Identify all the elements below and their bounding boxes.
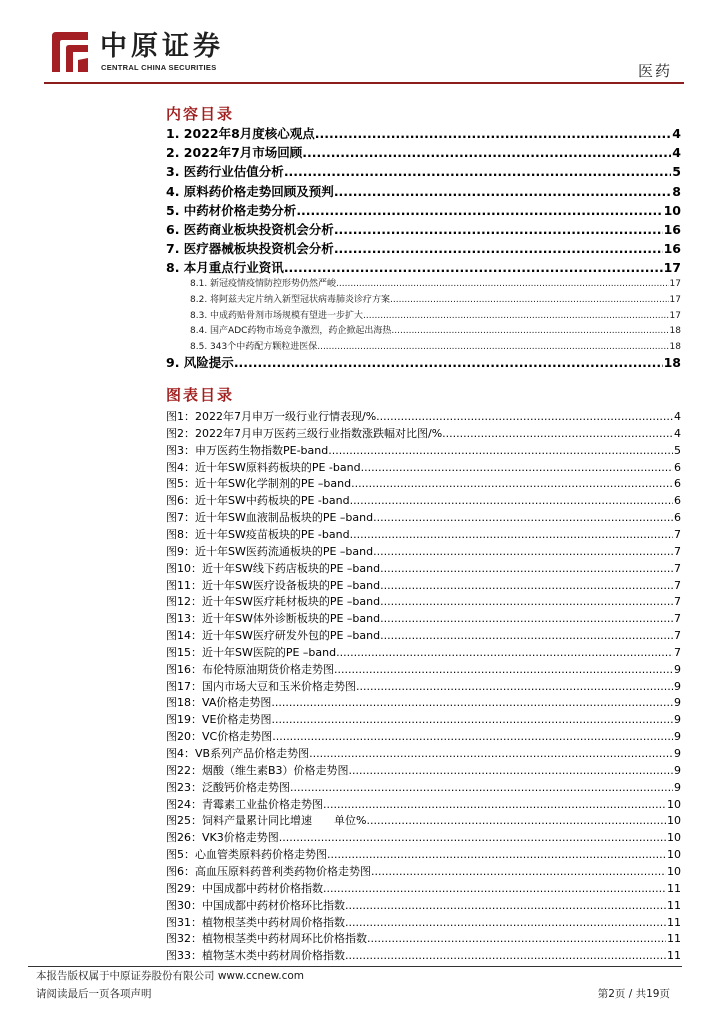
- toc-entry-page: 9: [674, 747, 681, 760]
- toc-leader-dots: [272, 730, 673, 743]
- toc-entry-label: 图3：申万医药生物指数PE-band: [166, 443, 329, 457]
- toc-leader-dots: [366, 814, 666, 827]
- toc-entry-label: 8.3. 中成药贴骨剂市场规模有望进一步扩大: [190, 310, 364, 321]
- toc-entry-label: 图23：泛酸钙价格走势图: [166, 780, 290, 794]
- figures-title: 图表目录: [166, 386, 235, 404]
- toc-leader-dots: [442, 427, 673, 440]
- toc-entry-page: 6: [674, 511, 681, 525]
- toc-entry-label: 图7：近十年SW血液制品板块的PE –band: [166, 511, 374, 525]
- toc-leader-dots: [327, 848, 666, 861]
- toc-entry-label: 图26：VK3价格走势图: [166, 831, 279, 845]
- toc-entry-link[interactable]: [166, 459, 681, 476]
- toc-leader-dots: [284, 260, 663, 275]
- toc-entry-label: 图16：布伦特原油期货价格走势图: [166, 662, 334, 676]
- toc-leader-dots: [356, 680, 673, 693]
- toc-entry-page: 17: [663, 260, 681, 276]
- toc-entry-link[interactable]: [166, 492, 681, 509]
- toc-entry-label: 8.2. 将阿兹夫定片纳入新型冠状病毒肺炎诊疗方案: [190, 294, 391, 305]
- toc-entry-link[interactable]: [166, 711, 681, 728]
- toc-entry-label: 图5：心血管类原料药价格走势图: [166, 848, 327, 862]
- toc-entry-label: 8.5. 343个中药配方颗粒进医保: [190, 342, 318, 353]
- toc-entry-link[interactable]: [166, 560, 681, 577]
- toc-leader-dots: [334, 663, 673, 676]
- toc-leader-dots: [315, 126, 672, 141]
- toc-entry-page: 6: [674, 460, 681, 474]
- toc-leader-dots: [345, 949, 666, 962]
- toc-entry-label: 图17：国内市场大豆和玉米价格走势图: [166, 679, 356, 693]
- toc-entry-label: 图18：VA价格走势图: [166, 696, 272, 710]
- toc-title: 内容目录: [166, 105, 235, 123]
- toc-entry-label: 图30：中国成都中药材价格环比指数: [166, 898, 345, 912]
- toc-entry-link[interactable]: [166, 509, 681, 526]
- logo-mark-icon: [48, 30, 94, 74]
- toc-entry-label: 图22：烟酸（维生素B3）价格走势图: [166, 763, 349, 777]
- toc-entry-label: 图12：近十年SW医疗耗材板块的PE –band: [166, 595, 381, 609]
- footer-disclaimer: 请阅读最后一页各项声明: [36, 988, 152, 1000]
- toc-entry-page: 17: [669, 310, 681, 321]
- toc-leader-dots: [391, 326, 668, 336]
- toc-leader-dots: [317, 342, 668, 352]
- toc-entry-label: 图13：近十年SW体外诊断板块的PE –band: [166, 612, 381, 626]
- footer-divider: [28, 966, 682, 967]
- toc-leader-dots: [350, 528, 673, 541]
- toc-entry-label: 图4：近十年SW原料药板块的PE -band: [166, 460, 361, 474]
- toc-entry-page: 17: [669, 294, 681, 305]
- toc-entry-link[interactable]: [166, 220, 681, 239]
- toc-entry-page: 16: [663, 222, 681, 237]
- toc-entry-link[interactable]: [166, 124, 681, 143]
- toc-leader-dots: [271, 713, 673, 726]
- toc-entry-link[interactable]: [166, 627, 681, 644]
- toc-entry-page: 11: [667, 881, 681, 895]
- toc-leader-dots: [380, 562, 673, 575]
- toc-entry-link[interactable]: [166, 678, 681, 695]
- toc-entry-label: 4. 原料药价格走势回顾及预判: [166, 183, 334, 199]
- toc-entry-page: 6: [674, 477, 681, 491]
- toc-entry-page: 7: [674, 595, 681, 609]
- toc-entry-page: 5: [672, 164, 681, 180]
- toc-entry-link[interactable]: [190, 276, 681, 292]
- toc-leader-dots: [380, 595, 673, 608]
- toc-entry-page: 4: [672, 145, 681, 161]
- toc-leader-dots: [271, 696, 673, 709]
- header-divider: [44, 82, 684, 84]
- toc-leader-dots: [334, 184, 671, 199]
- toc-entry-page: 4: [674, 426, 681, 440]
- toc-leader-dots: [328, 444, 673, 457]
- toc-entry-page: 18: [669, 342, 681, 353]
- toc-entry-link[interactable]: [166, 577, 681, 594]
- toc-entry-link[interactable]: [166, 880, 681, 897]
- toc-entry-link[interactable]: [166, 593, 681, 610]
- toc-entry-label: 图33：植物茎木类中药材周价格指数: [166, 949, 345, 963]
- toc-entry-label: 图25：饲料产量累计同比增速 单位%: [166, 814, 367, 828]
- toc-entry-page: 9: [674, 679, 681, 693]
- logo-chinese-name: 中原证券: [100, 31, 224, 62]
- toc-entry-page: 18: [663, 355, 681, 370]
- toc-entry-link[interactable]: [166, 897, 681, 914]
- toc-entry-link[interactable]: [166, 863, 681, 880]
- toc-entry-link[interactable]: [166, 728, 681, 745]
- toc-leader-dots: [380, 612, 673, 625]
- toc-entry-link[interactable]: [166, 475, 681, 492]
- toc-entry-link[interactable]: [166, 644, 681, 661]
- toc-leader-dots: [323, 798, 666, 811]
- toc-entry-link[interactable]: [166, 694, 681, 711]
- toc-entry-page: 10: [667, 848, 681, 862]
- toc-entry-link[interactable]: [166, 425, 681, 442]
- toc-entry-page: 9: [674, 713, 681, 727]
- toc-entry-link[interactable]: [166, 201, 681, 220]
- toc-entry-page: 9: [674, 730, 681, 744]
- toc-entry-page: 16: [663, 241, 681, 257]
- toc-entry-link[interactable]: [166, 779, 681, 796]
- toc-entry-page: 10: [663, 202, 681, 218]
- toc-entry-link[interactable]: [166, 947, 681, 964]
- toc-leader-dots: [345, 916, 666, 929]
- toc-entry-label: 图9：近十年SW医药流通板块的PE –band: [166, 544, 374, 558]
- toc-leader-dots: [336, 279, 669, 289]
- toc-leader-dots: [380, 629, 673, 642]
- toc-entry-page: 10: [667, 814, 681, 828]
- toc-entry-link[interactable]: [166, 745, 681, 762]
- toc-entry-page: 4: [672, 126, 681, 141]
- toc-entry-label: 6. 医药商业板块投资机会分析: [166, 222, 334, 237]
- toc-entry-label: 图20：VC价格走势图: [166, 730, 273, 744]
- toc-entry-label: 8.1. 新冠疫情疫情防控形势仍然严峻: [190, 279, 337, 289]
- toc-entry-page: 7: [674, 544, 681, 558]
- toc-entry-page: 17: [669, 279, 681, 289]
- toc-entry-page: 7: [674, 561, 681, 575]
- toc-leader-dots: [334, 222, 663, 237]
- toc-entry-page: 4: [674, 410, 681, 423]
- toc-entry-label: 图6：近十年SW中药板块的PE -band: [166, 494, 350, 508]
- toc-entry-label: 图8：近十年SW疫苗板块的PE -band: [166, 527, 350, 541]
- toc-entry-label: 1. 2022年8月度核心观点: [166, 126, 315, 141]
- toc-leader-dots: [234, 355, 663, 370]
- toc-entry-page: 9: [674, 780, 681, 794]
- toc-entry-label: 图10：近十年SW线下药店板块的PE –band: [166, 561, 381, 575]
- toc-entry-label: 图14：近十年SW医疗研发外包的PE –band: [166, 629, 381, 643]
- toc-leader-dots: [373, 545, 673, 558]
- toc-entry-label: 图6：高血压原料药普利类药物价格走势图: [166, 864, 371, 878]
- toc-entry-label: 8. 本月重点行业资讯: [166, 260, 284, 276]
- toc-entry-page: 6: [674, 494, 681, 508]
- toc-entry-link[interactable]: [166, 526, 681, 543]
- toc-leader-dots: [350, 494, 673, 507]
- toc-entry-page: 9: [674, 763, 681, 777]
- toc-leader-dots: [345, 899, 666, 912]
- toc-entry-label: 7. 医疗器械板块投资机会分析: [166, 241, 334, 257]
- toc-leader-dots: [371, 865, 666, 878]
- toc-entry-link[interactable]: [166, 182, 681, 201]
- toc-entry-link[interactable]: [166, 143, 681, 162]
- toc-entry-link[interactable]: [166, 442, 681, 459]
- toc-entry-link[interactable]: [190, 292, 681, 308]
- toc-entry-page: 18: [669, 326, 681, 337]
- toc-entry-label: 图32：植物根茎类中药材周环比价格指数: [166, 932, 367, 946]
- toc-entry-page: 11: [667, 915, 681, 929]
- toc-entry-page: 8: [672, 183, 681, 199]
- toc-entry-link[interactable]: [166, 610, 681, 627]
- toc-leader-dots: [284, 164, 671, 179]
- toc-entry-link[interactable]: [166, 762, 681, 779]
- toc-leader-dots: [361, 461, 673, 474]
- toc-leader-dots: [290, 781, 673, 794]
- toc-entry-page: 11: [667, 932, 681, 946]
- toc-entry-link[interactable]: [166, 408, 681, 425]
- toc-leader-dots: [336, 646, 673, 659]
- toc-leader-dots: [279, 831, 666, 844]
- toc-leader-dots: [367, 932, 666, 945]
- toc-entry-label: 图24：青霉素工业盐价格走势图: [166, 797, 323, 811]
- toc-leader-dots: [373, 511, 673, 524]
- toc-entry-label: 图5：近十年SW化学制剂的PE –band: [166, 477, 352, 491]
- toc-leader-dots: [363, 311, 669, 321]
- company-logo: [48, 30, 238, 74]
- toc-entry-link[interactable]: [166, 930, 681, 947]
- page-header: [0, 0, 724, 88]
- toc-entry-label: 图31：植物根茎类中药材周价格指数: [166, 915, 345, 929]
- toc-entry-link[interactable]: [166, 796, 681, 813]
- toc-entry-label: 5. 中药材价格走势分析: [166, 202, 297, 218]
- toc-entry-label: 2. 2022年7月市场回顾: [166, 145, 303, 161]
- toc-entry-label: 图1：2022年7月申万一级行业行情表现/%: [166, 410, 377, 423]
- toc-entry-page: 9: [674, 696, 681, 710]
- footer-copyright: 本报告版权属于中原证券股份有限公司 www.ccnew.com: [36, 970, 305, 982]
- toc-entry-label: 图29：中国成都中药材价格指数: [166, 881, 323, 895]
- toc-entry-label: 图19：VE价格走势图: [166, 713, 272, 727]
- footer-page-info: 第2页 / 共19页: [597, 988, 670, 1000]
- toc-entry-link[interactable]: [166, 258, 681, 277]
- toc-entry-link[interactable]: [190, 308, 681, 324]
- toc-leader-dots: [296, 203, 662, 218]
- toc-entry-label: 图15：近十年SW医院的PE –band: [166, 645, 337, 659]
- toc-leader-dots: [334, 241, 663, 256]
- toc-entry-page: 10: [667, 797, 681, 811]
- toc-entry-link[interactable]: [166, 162, 681, 181]
- toc-entry-page: 9: [674, 662, 681, 676]
- toc-entry-page: 7: [674, 612, 681, 626]
- toc-leader-dots: [376, 410, 673, 423]
- toc-entry-label: 3. 医药行业估值分析: [166, 164, 284, 180]
- toc-entry-link[interactable]: [166, 239, 681, 258]
- toc-leader-dots: [323, 882, 666, 895]
- toc-leader-dots: [351, 477, 673, 490]
- toc-leader-dots: [390, 295, 669, 305]
- logo-english-name: CENTRAL CHINA SECURITIES: [101, 63, 217, 72]
- toc-entry-link[interactable]: [166, 661, 681, 678]
- toc-entry-label: 图11：近十年SW医疗设备板块的PE –band: [166, 578, 381, 592]
- industry-label: 医药: [637, 62, 672, 80]
- toc-entry-page: 7: [674, 578, 681, 592]
- toc-entry-link[interactable]: [190, 323, 681, 339]
- toc-entry-link[interactable]: [166, 543, 681, 560]
- toc-entry-page: 11: [667, 898, 681, 912]
- toc-entry-link[interactable]: [166, 914, 681, 931]
- toc-leader-dots: [380, 579, 673, 592]
- toc-entry-page: 10: [667, 831, 681, 845]
- toc-entry-page: 7: [674, 527, 681, 541]
- toc-entry-label: 8.4. 国产ADC药物市场竞争激烈，药企掀起出海热: [190, 326, 392, 337]
- toc-entry-page: 11: [667, 949, 681, 963]
- toc-leader-dots: [309, 747, 673, 760]
- toc-entry-link[interactable]: [166, 812, 681, 829]
- toc-entry-page: 7: [674, 629, 681, 643]
- toc-leader-dots: [302, 145, 671, 160]
- toc-entry-label: 9. 风险提示: [166, 355, 234, 370]
- toc-entry-label: 图4：VB系列产品价格走势图: [166, 747, 310, 760]
- toc-entry-label: 图2：2022年7月申万医药三级行业指数涨跌幅对比图/%: [166, 426, 443, 440]
- toc-entry-page: 7: [674, 645, 681, 659]
- toc-entry-link[interactable]: [166, 829, 681, 846]
- toc-entry-page: 5: [674, 443, 681, 457]
- toc-entry-page: 10: [667, 864, 681, 878]
- toc-entry-link[interactable]: [166, 846, 681, 863]
- toc-entry-link[interactable]: [166, 353, 681, 372]
- toc-leader-dots: [349, 764, 673, 777]
